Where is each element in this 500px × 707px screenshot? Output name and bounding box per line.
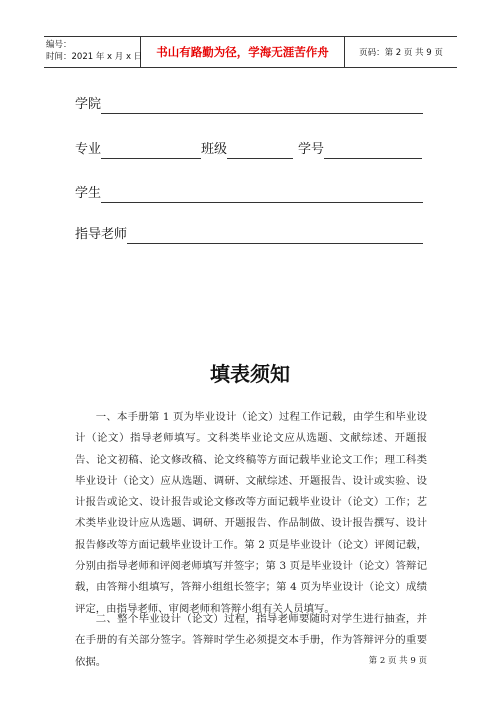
class-label: 班级 bbox=[201, 142, 228, 157]
college-line[interactable] bbox=[101, 97, 423, 114]
advisor-field bbox=[75, 226, 423, 244]
page-header bbox=[44, 36, 457, 68]
header-meta bbox=[44, 37, 141, 67]
major-line[interactable] bbox=[101, 142, 201, 159]
student-id-label: 学号 bbox=[298, 142, 325, 157]
class-line[interactable] bbox=[227, 142, 293, 159]
notice-title: 填表须知 bbox=[210, 362, 290, 386]
student-field bbox=[75, 185, 423, 203]
college-field bbox=[75, 96, 423, 114]
header-page-info: 页码：第 2 页 共 9 页 bbox=[359, 48, 443, 58]
major-label: 专业 bbox=[75, 142, 102, 157]
student-label: 学生 bbox=[75, 186, 102, 201]
advisor-line[interactable] bbox=[127, 227, 423, 244]
student-line[interactable] bbox=[101, 186, 423, 203]
number-label: 编号： bbox=[46, 40, 72, 50]
college-label: 学院 bbox=[75, 97, 102, 112]
advisor-label: 指导老师 bbox=[75, 227, 128, 242]
time-label: 时间：2021 年 x 月 x 日 bbox=[46, 52, 143, 62]
student-id-line[interactable] bbox=[324, 142, 422, 159]
page-footer: 第 2 页 共 9 页 bbox=[368, 656, 427, 666]
motto-text: 书山有路勤为径，学海无涯苦作舟 bbox=[156, 45, 329, 59]
major-class-id-field bbox=[75, 141, 422, 159]
notice-paragraph-2: 二、整个毕业设计（论文）过程，指导老师要随时对学生进行抽查，并在手册的有关部分签字。答辩时学生必须提交本手册，作为答辩评分的重要依据。 bbox=[75, 613, 427, 668]
header-motto-cell bbox=[141, 37, 345, 67]
notice-paragraph-1: 一、本手册第 1 页为毕业设计（论文）过程工作记载，由学生和毕业设计（论文）指导老师填写。文科类毕业论文应从选题、文献综述、开题报告、论文初稿、论文修改稿、论文终稿等方面记载毕业论文工作；理工科类毕业设计（论文）应从选题、调研、文献综述、开题报告、设计或实验、设计报告或论文、设计报告或论文修改等方面记载毕业设计（论文）工作；艺术类毕业设计应从选题、调研、开题报告、作品制做、设计报告撰写、设计报告修改等方面记载毕业设计工作。第 2 页是毕业设计（论文）评阅记载，分别由指导老师和评阅老师填写并签字；第 3 页是毕业设计（论文）答辩记载，由答辩小组填写，答辩小组组长签字；第 4 页为毕业设计（论文）成绩评定，由指导老师、审阅老师和答辩小组有关人员填写。 bbox=[75, 411, 427, 615]
